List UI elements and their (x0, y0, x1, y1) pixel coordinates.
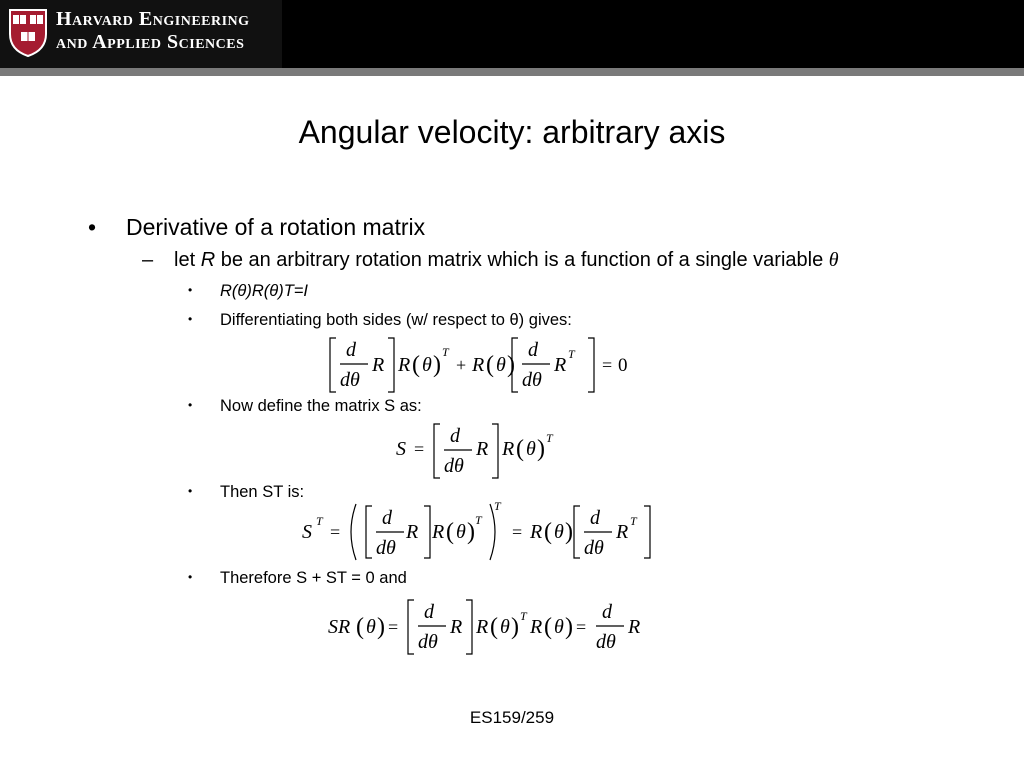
svg-text:θ: θ (500, 616, 510, 638)
sub-bullet-identity (188, 282, 308, 301)
svg-text:=: = (414, 439, 425, 459)
svg-text:θ: θ (422, 354, 432, 376)
svg-text:): ) (433, 352, 441, 378)
bullet-dot: • (188, 398, 193, 412)
therefore-text: Therefore S + ST = 0 and (220, 569, 407, 587)
bullet-text: Derivative of a rotation matrix (126, 214, 426, 240)
bullet2-middle: be an arbitrary rotation matrix which is a function of a single variable (215, 249, 829, 271)
svg-text:T: T (475, 513, 482, 527)
equation-derivative (322, 334, 642, 401)
svg-text:(: ( (544, 519, 552, 545)
svg-text:T: T (520, 609, 527, 623)
bullet-dot: • (188, 283, 193, 297)
svg-text:): ) (467, 519, 475, 545)
svg-text:(: ( (544, 614, 552, 640)
svg-text:R: R (372, 354, 385, 376)
svg-text:T: T (546, 431, 553, 445)
bullet-dash: – (142, 249, 154, 271)
svg-text:R: R (628, 616, 641, 638)
bullet-dot: • (188, 570, 193, 584)
svg-text:dθ: dθ (340, 369, 360, 391)
footer-course-code: ES159/259 (469, 708, 555, 727)
svg-text:θ: θ (554, 521, 564, 543)
svg-text:θ: θ (456, 521, 466, 543)
equation-s-transpose (298, 498, 658, 569)
svg-text:=: = (330, 522, 341, 542)
harvard-shield-icon (8, 8, 48, 58)
svg-text:): ) (511, 614, 519, 640)
org-name-line1: Harvard Engineering (56, 8, 250, 30)
svg-text:0: 0 (618, 355, 628, 376)
svg-text:R: R (554, 354, 567, 376)
svg-text:dθ: dθ (522, 369, 542, 391)
svg-text:=: = (576, 617, 587, 637)
bullet2-theta: θ (828, 249, 839, 271)
bullet-dot: • (188, 312, 193, 326)
differentiating-text: Differentiating both sides (w/ respect to θ) gives: (220, 311, 572, 329)
svg-text:θ: θ (526, 438, 536, 460)
svg-text:): ) (507, 352, 515, 378)
svg-text:): ) (565, 614, 573, 640)
sub-bullet-define-s (188, 397, 422, 416)
svg-text:R: R (476, 438, 489, 460)
svg-text:): ) (377, 614, 385, 640)
then-st-text: Then ST is: (220, 483, 305, 501)
svg-text:dθ: dθ (376, 537, 396, 559)
identity-equation: R(θ)R(θ)T=I (220, 282, 309, 300)
sub-bullet-then-st (188, 483, 304, 502)
define-s-text: Now define the matrix S as: (220, 397, 422, 415)
bullet2-var: R (200, 249, 216, 271)
sub-bullet-differentiating (188, 311, 572, 330)
svg-text:θ: θ (366, 616, 376, 638)
sub-bullet-therefore (188, 569, 407, 588)
svg-text:R: R (502, 438, 515, 460)
svg-text:R: R (530, 616, 543, 638)
svg-text:d: d (590, 507, 600, 529)
svg-text:dθ: dθ (418, 631, 438, 653)
svg-text:R: R (398, 354, 411, 376)
svg-text:=: = (512, 522, 523, 542)
svg-text:): ) (565, 519, 573, 545)
svg-text:d: d (424, 601, 434, 623)
svg-text:T: T (630, 514, 637, 528)
svg-text:=: = (388, 617, 399, 637)
svg-text:d: d (382, 507, 392, 529)
svg-text:SR: SR (328, 616, 351, 638)
svg-text:dθ: dθ (596, 631, 616, 653)
svg-text:dθ: dθ (584, 537, 604, 559)
svg-text:T: T (316, 514, 323, 528)
svg-text:+: + (456, 355, 467, 375)
svg-text:R: R (530, 521, 543, 543)
slide-title: Angular velocity: arbitrary axis (298, 114, 726, 150)
svg-text:d: d (450, 425, 460, 447)
org-name-line2: and Applied Sciences (56, 31, 245, 53)
equation-define-s (394, 420, 564, 487)
svg-text:θ: θ (554, 616, 564, 638)
bullet-dot: • (188, 484, 193, 498)
svg-text:R: R (450, 616, 463, 638)
svg-text:d: d (346, 339, 356, 361)
svg-text:d: d (602, 601, 612, 623)
svg-text:T: T (442, 345, 449, 359)
svg-text:(: ( (486, 352, 494, 378)
svg-text:(: ( (356, 614, 364, 640)
bullet-mark: • (88, 214, 97, 240)
svg-text:S: S (302, 521, 312, 543)
svg-text:(: ( (446, 519, 454, 545)
svg-text:=: = (602, 355, 613, 375)
svg-text:T: T (494, 499, 501, 513)
svg-text:T: T (568, 347, 575, 361)
svg-text:(: ( (412, 352, 420, 378)
svg-text:R: R (472, 354, 485, 376)
equation-sr (326, 596, 656, 663)
svg-text:R: R (476, 616, 489, 638)
svg-text:dθ: dθ (444, 455, 464, 477)
header-divider (0, 68, 1024, 76)
harvard-logo (0, 0, 282, 68)
svg-text:R: R (616, 521, 629, 543)
svg-text:(: ( (516, 436, 524, 462)
svg-text:R: R (406, 521, 419, 543)
svg-text:): ) (537, 436, 545, 462)
bullet2-prefix: let (174, 249, 201, 271)
svg-text:S: S (396, 438, 406, 460)
svg-text:(: ( (490, 614, 498, 640)
svg-text:R: R (432, 521, 445, 543)
bullet-level2 (142, 249, 839, 272)
svg-text:θ: θ (496, 354, 506, 376)
svg-text:d: d (528, 339, 538, 361)
